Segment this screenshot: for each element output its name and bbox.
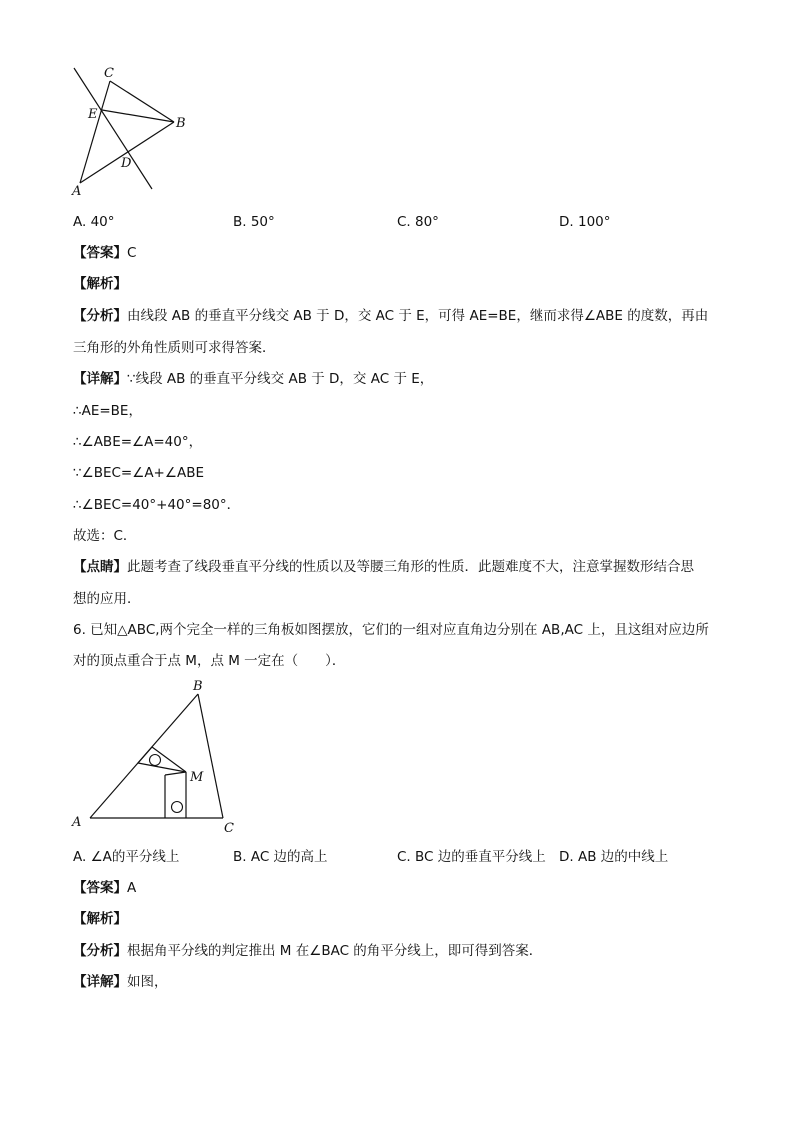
q6-label-m: M — [190, 770, 204, 785]
q6-stem-line2: 对的顶点重合于点 M，点 M 一定在（ ）． — [73, 653, 346, 669]
q6-fenxi-text: 根据角平分线的判定推出 M 在∠BAC 的角平分线上，即可得到答案． — [127, 943, 543, 959]
q6-fenxi-tag: 【分析】 — [73, 943, 127, 959]
q5-label-e: E — [88, 107, 98, 122]
q6-square2-top — [165, 772, 186, 775]
q5-dianjing-line2: 想的应用． — [73, 591, 141, 607]
q5-step4: ∴∠BEC=40°+40°=80°． — [73, 497, 241, 513]
q6-label-b: B — [193, 679, 203, 694]
q6-stem-line1: 6. 已知△ABC,两个完全一样的三角板如图摆放，它们的一组对应直角边分别在 AB,AC 上，且这组对应边所 — [73, 622, 709, 638]
q5-line-cb — [110, 81, 174, 122]
q5-line-ac — [80, 81, 110, 183]
q6-answer-tag: 【答案】 — [73, 880, 127, 896]
q5-fenxi-line1: 由线段 AB 的垂直平分线交 AB 于 D，交 AC 于 E，可得 AE=BE，继而求得∠ABE 的度数，再由 — [127, 308, 709, 324]
q6-line-bc — [198, 694, 223, 818]
q5-choose: 故选：C． — [73, 528, 137, 544]
q5-step3: ∵∠BEC=∠A+∠ABE — [73, 465, 204, 481]
q5-dianjing — [73, 558, 694, 576]
q5-detail-line1: ∵线段 AB 的垂直平分线交 AB 于 D，交 AC 于 E， — [127, 371, 434, 387]
q6-label-c: C — [224, 821, 234, 836]
q5-perpendicular-bisector — [74, 68, 152, 189]
q5-step2: ∴∠ABE=∠A=40°， — [73, 434, 203, 450]
q5-option-c: C. 80° — [397, 214, 439, 230]
q6-option-c: C. BC 边的垂直平分线上 — [397, 849, 546, 865]
q5-answer-tag: 【答案】 — [73, 245, 127, 261]
q6-triangle-figure — [66, 672, 256, 842]
q6-detail — [73, 973, 168, 991]
q5-detail-tag: 【详解】 — [73, 371, 127, 387]
q5-line-ab — [80, 122, 174, 183]
q6-square2-hole — [172, 802, 183, 813]
q6-analysis-tag: 【解析】 — [73, 911, 127, 927]
q5-analysis-tag: 【解析】 — [73, 276, 127, 292]
q5-answer — [73, 244, 136, 262]
q6-square1-hole — [150, 755, 161, 766]
q5-dianjing-tag: 【点睛】 — [73, 559, 127, 575]
q5-label-b: B — [176, 116, 186, 131]
q6-square1-hyp — [138, 763, 186, 772]
q5-label-c: C — [104, 66, 114, 81]
q5-fenxi-line2: 三角形的外角性质则可求得答案． — [73, 340, 276, 356]
q5-option-d: D. 100° — [559, 214, 611, 230]
q5-dianjing-line1: 此题考查了线段垂直平分线的性质以及等腰三角形的性质．此题难度不大，注意掌握数形结合思 — [127, 559, 694, 575]
q6-detail-tag: 【详解】 — [73, 974, 127, 990]
q5-line-eb — [102, 110, 174, 122]
q5-option-b: B. 50° — [233, 214, 275, 230]
q5-fenxi — [73, 307, 708, 325]
q5-option-a: A. 40° — [73, 214, 115, 230]
q6-answer-value: A — [127, 880, 137, 896]
q5-step1: ∴AE=BE， — [73, 403, 142, 419]
q6-option-b: B. AC 边的高上 — [233, 849, 328, 865]
q6-option-d: D. AB 边的中线上 — [559, 849, 669, 865]
q5-triangle-figure — [60, 60, 210, 200]
q5-fenxi-tag: 【分析】 — [73, 308, 127, 324]
q5-label-d: D — [121, 156, 132, 171]
q6-fenxi — [73, 942, 542, 960]
q5-answer-value: C — [127, 245, 137, 261]
q6-answer — [73, 879, 136, 897]
q6-label-a: A — [72, 815, 82, 830]
q5-label-a: A — [72, 184, 82, 199]
q6-detail-text: 如图， — [127, 974, 168, 990]
q5-detail — [73, 370, 433, 388]
q6-option-a: A. ∠A的平分线上 — [73, 849, 180, 865]
